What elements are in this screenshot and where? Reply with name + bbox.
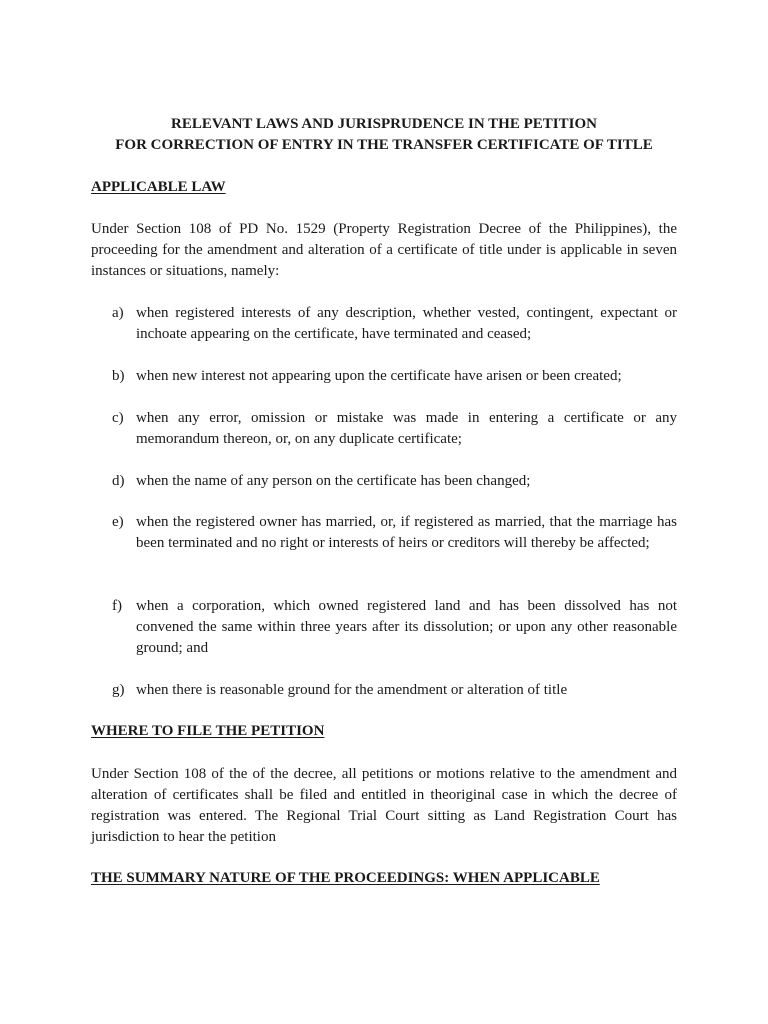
section-heading-applicable-law: APPLICABLE LAW [91, 179, 226, 195]
list-item [112, 471, 677, 492]
list-item-text: when a corporation, which owned registered land and has been dissolved has not convened the same within three years after its dissolution; or upon any other reasonable ground; and [136, 598, 677, 656]
list-marker: b) [112, 368, 125, 384]
list-item [112, 680, 677, 701]
list-item-text: when new interest not appearing upon the certificate have arisen or been created; [136, 368, 622, 384]
section-heading-summary-nature: THE SUMMARY NATURE OF THE PROCEEDINGS: WHEN APPLICABLE [91, 870, 600, 886]
list-item [112, 366, 677, 387]
list-item-text: when registered interests of any description, whether vested, contingent, expectant or inchoate appearing on the certificate, have terminated and ceased; [136, 305, 677, 342]
document-title-line2: FOR CORRECTION OF ENTRY IN THE TRANSFER CERTIFICATE OF TITLE [115, 137, 653, 153]
list-item [112, 512, 677, 554]
list-marker: c) [112, 410, 124, 426]
list-item-text: when any error, omission or mistake was made in entering a certificate or any memorandum thereon, or, on any duplicate certificate; [136, 410, 677, 447]
list-marker: e) [112, 514, 124, 530]
list-marker: d) [112, 473, 125, 489]
document-title-line1: RELEVANT LAWS AND JURISPRUDENCE IN THE PETITION [171, 116, 597, 132]
list-item-text: when the name of any person on the certificate has been changed; [136, 473, 531, 489]
list-item-text: when there is reasonable ground for the amendment or alteration of title [136, 682, 568, 698]
list-marker: g) [112, 682, 125, 698]
list-item [112, 408, 677, 450]
list-item [112, 303, 677, 345]
where-to-file-body: Under Section 108 of the of the decree, all petitions or motions relative to the amendment and alteration of certificates shall be filed and entitled in theoriginal case in which the decree of registration was entered. The Regional Trial Court sitting as Land Registration Court has jurisdiction to hear the petition [91, 766, 677, 845]
list-item-text: when the registered owner has married, or, if registered as married, that the marriage has been terminated and no right or interests of heirs or creditors will thereby be affected; [136, 514, 677, 551]
section-heading-where-to-file: WHERE TO FILE THE PETITION [91, 723, 325, 739]
list-marker: a) [112, 305, 124, 321]
list-item [112, 596, 677, 659]
list-marker: f) [112, 598, 122, 614]
applicable-law-intro: Under Section 108 of PD No. 1529 (Property Registration Decree of the Philippines), the proceeding for the amendment and alteration of a certificate of title under is applicable in seven instances or situations, namely: [91, 221, 677, 279]
